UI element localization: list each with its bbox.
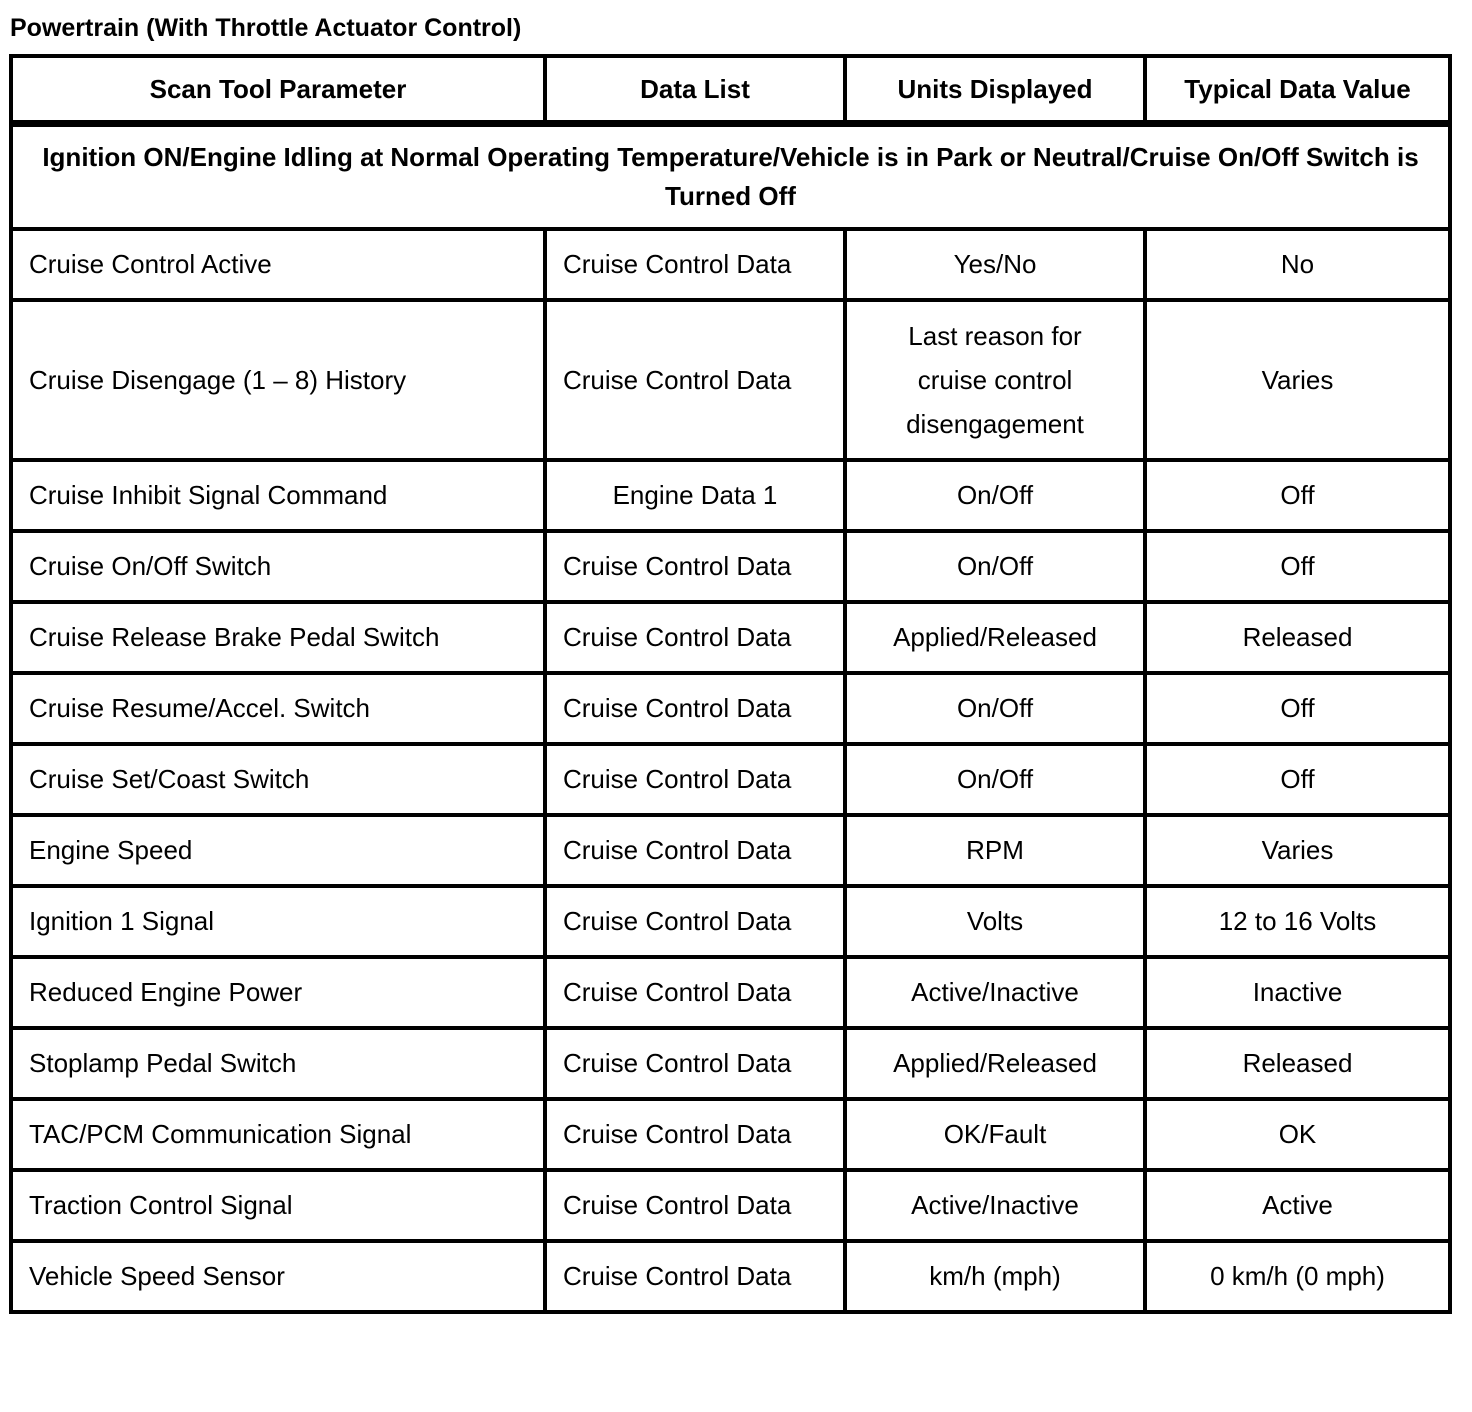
cell-typical-data-value: Varies xyxy=(1145,300,1450,460)
table-row xyxy=(11,673,1450,744)
cell-units-displayed: RPM xyxy=(845,815,1145,886)
cell-typical-data-value: Active xyxy=(1145,1170,1450,1241)
cell-scan-tool-parameter: Cruise Inhibit Signal Command xyxy=(11,460,545,531)
cell-units-displayed: On/Off xyxy=(845,673,1145,744)
cell-units-displayed: On/Off xyxy=(845,531,1145,602)
cell-scan-tool-parameter: Engine Speed xyxy=(11,815,545,886)
cell-typical-data-value: Varies xyxy=(1145,815,1450,886)
cell-typical-data-value: 0 km/h (0 mph) xyxy=(1145,1241,1450,1312)
cell-data-list: Cruise Control Data xyxy=(545,673,845,744)
cell-scan-tool-parameter: Traction Control Signal xyxy=(11,1170,545,1241)
cell-units-displayed: km/h (mph) xyxy=(845,1241,1145,1312)
cell-data-list: Cruise Control Data xyxy=(545,229,845,300)
table-row xyxy=(11,602,1450,673)
table-row xyxy=(11,229,1450,300)
table-row xyxy=(11,1170,1450,1241)
cell-data-list: Cruise Control Data xyxy=(545,886,845,957)
cell-units-displayed: On/Off xyxy=(845,460,1145,531)
condition-row xyxy=(11,124,1450,230)
cell-typical-data-value: Released xyxy=(1145,602,1450,673)
cell-units-displayed: Yes/No xyxy=(845,229,1145,300)
header-units-displayed: Units Displayed xyxy=(845,56,1145,124)
cell-data-list: Cruise Control Data xyxy=(545,1241,845,1312)
table-row xyxy=(11,460,1450,531)
cell-scan-tool-parameter: Cruise Resume/Accel. Switch xyxy=(11,673,545,744)
header-scan-tool-parameter: Scan Tool Parameter xyxy=(11,56,545,124)
cell-units-displayed: Last reason for cruise control disengagement xyxy=(845,300,1145,460)
cell-units-displayed: Volts xyxy=(845,886,1145,957)
cell-scan-tool-parameter: Stoplamp Pedal Switch xyxy=(11,1028,545,1099)
table-row xyxy=(11,957,1450,1028)
cell-data-list: Cruise Control Data xyxy=(545,602,845,673)
table-row xyxy=(11,886,1450,957)
cell-typical-data-value: Off xyxy=(1145,673,1450,744)
table-row xyxy=(11,1099,1450,1170)
cell-data-list: Engine Data 1 xyxy=(545,460,845,531)
cell-scan-tool-parameter: Cruise On/Off Switch xyxy=(11,531,545,602)
cell-units-displayed: Applied/Released xyxy=(845,1028,1145,1099)
cell-data-list: Cruise Control Data xyxy=(545,531,845,602)
cell-units-displayed: OK/Fault xyxy=(845,1099,1145,1170)
cell-scan-tool-parameter: TAC/PCM Communication Signal xyxy=(11,1099,545,1170)
cell-typical-data-value: No xyxy=(1145,229,1450,300)
header-typical-data-value: Typical Data Value xyxy=(1145,56,1450,124)
cell-typical-data-value: Off xyxy=(1145,744,1450,815)
cell-units-displayed: Applied/Released xyxy=(845,602,1145,673)
cell-typical-data-value: Released xyxy=(1145,1028,1450,1099)
cell-data-list: Cruise Control Data xyxy=(545,1028,845,1099)
table-row xyxy=(11,815,1450,886)
page-title: Powertrain (With Throttle Actuator Control) xyxy=(10,14,522,42)
cell-scan-tool-parameter: Cruise Control Active xyxy=(11,229,545,300)
cell-typical-data-value: Off xyxy=(1145,531,1450,602)
cell-data-list: Cruise Control Data xyxy=(545,957,845,1028)
cell-typical-data-value: 12 to 16 Volts xyxy=(1145,886,1450,957)
table-row xyxy=(11,300,1450,460)
cell-scan-tool-parameter: Cruise Disengage (1 – 8) History xyxy=(11,300,545,460)
cell-data-list: Cruise Control Data xyxy=(545,1099,845,1170)
cell-scan-tool-parameter: Vehicle Speed Sensor xyxy=(11,1241,545,1312)
table-row xyxy=(11,1241,1450,1312)
cell-typical-data-value: OK xyxy=(1145,1099,1450,1170)
operating-condition: Ignition ON/Engine Idling at Normal Operating Temperature/Vehicle is in Park or Neutral/Cruise On/Off Switch is Turned Off xyxy=(11,124,1450,230)
header-data-list: Data List xyxy=(545,56,845,124)
cell-scan-tool-parameter: Cruise Release Brake Pedal Switch xyxy=(11,602,545,673)
cell-data-list: Cruise Control Data xyxy=(545,1170,845,1241)
cell-data-list: Cruise Control Data xyxy=(545,815,845,886)
cell-units-displayed: Active/Inactive xyxy=(845,957,1145,1028)
table-header-row xyxy=(11,56,1450,124)
cell-typical-data-value: Off xyxy=(1145,460,1450,531)
cell-units-displayed: On/Off xyxy=(845,744,1145,815)
table-row xyxy=(11,744,1450,815)
cell-scan-tool-parameter: Ignition 1 Signal xyxy=(11,886,545,957)
cell-scan-tool-parameter: Cruise Set/Coast Switch xyxy=(11,744,545,815)
table-row xyxy=(11,1028,1450,1099)
cell-scan-tool-parameter: Reduced Engine Power xyxy=(11,957,545,1028)
cell-units-displayed: Active/Inactive xyxy=(845,1170,1145,1241)
cell-data-list: Cruise Control Data xyxy=(545,744,845,815)
table-row xyxy=(11,531,1450,602)
cell-typical-data-value: Inactive xyxy=(1145,957,1450,1028)
cell-data-list: Cruise Control Data xyxy=(545,300,845,460)
scan-tool-data-table xyxy=(9,54,1452,1314)
